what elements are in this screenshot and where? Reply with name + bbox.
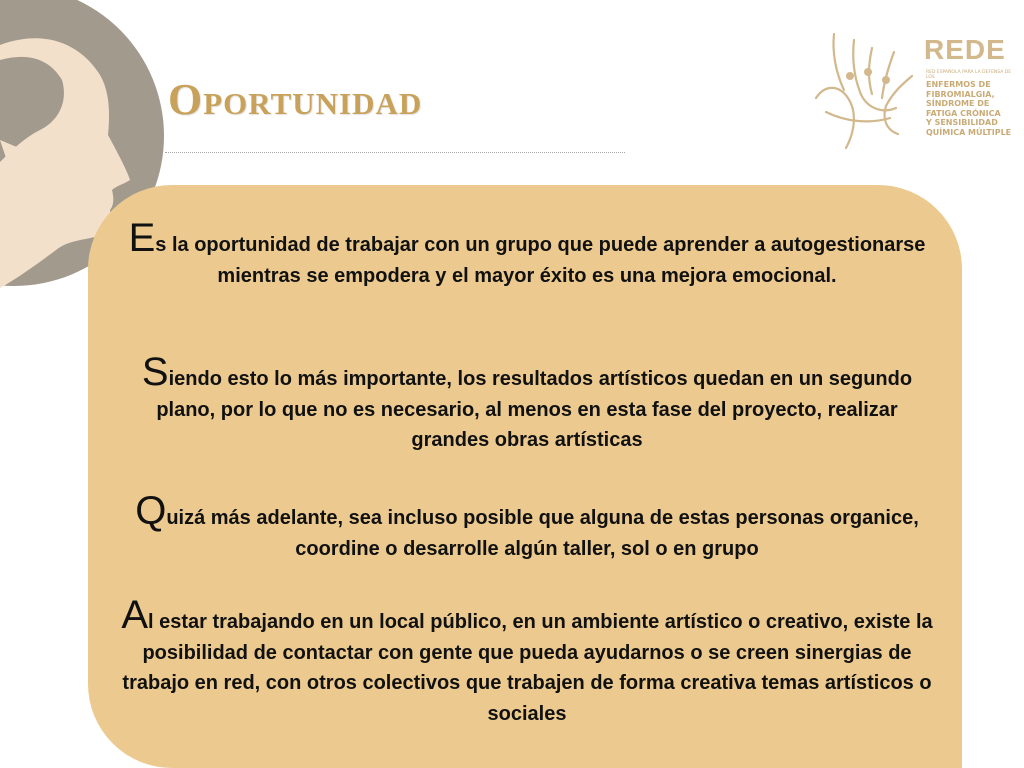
paragraph-4 [118,595,936,729]
paragraph-text: uizá más adelante, sea incluso posible que alguna de estas personas organice, coordine o desarrolle algún taller, sol o en grupo [166,507,919,560]
logo-line: FATIGA CRÓNICA [926,108,1001,118]
paragraph-1 [118,218,936,291]
logo-line: FIBROMIALGIA, [926,89,995,99]
hands-logo-icon [806,28,921,158]
title-divider [165,152,625,153]
logo-name: REDE [924,34,1006,65]
paragraph-initial: Q [135,489,167,533]
paragraph-initial: E [128,216,156,260]
paragraph-2 [118,352,936,456]
logo-line: SÍNDROME DE [926,99,990,109]
paragraph-initial: A [121,593,148,637]
logo-line: QUÍMICA MÚLTIPLE [926,127,1012,137]
slide-title: Oportunidad [168,75,423,124]
logo-subtitle: RED ESPAÑOLA PARA LA DEFENSA DE LOS [926,70,1012,80]
paragraph-text: iendo esto lo más importante, los resultados artísticos quedan en un segundo plano, por lo que no es necesario, al menos en esta fase del proyecto, realizar grandes obras artísticas [156,368,913,451]
paragraph-text: s la oportunidad de trabajar con un grupo que puede aprender a autogestionarse mientras se empodera y el mayor éxito es una mejora emocional. [155,234,926,287]
rede-logo [806,28,1016,158]
paragraph-text: l estar trabajando en un local público, en un ambiente artístico o creativo, existe la posibilidad de contactar con gente que pueda ayudarnos o se creen sinergias de trabajo en red, con otros colectivos que trabajen de forma creativa temas artísticos o sociales [122,611,933,725]
logo-description [926,80,1021,138]
logo-line: Y SENSIBILIDAD [926,118,998,128]
logo-line: ENFERMOS DE [926,80,991,89]
paragraph-initial: S [141,350,169,394]
paragraph-3 [118,491,936,564]
